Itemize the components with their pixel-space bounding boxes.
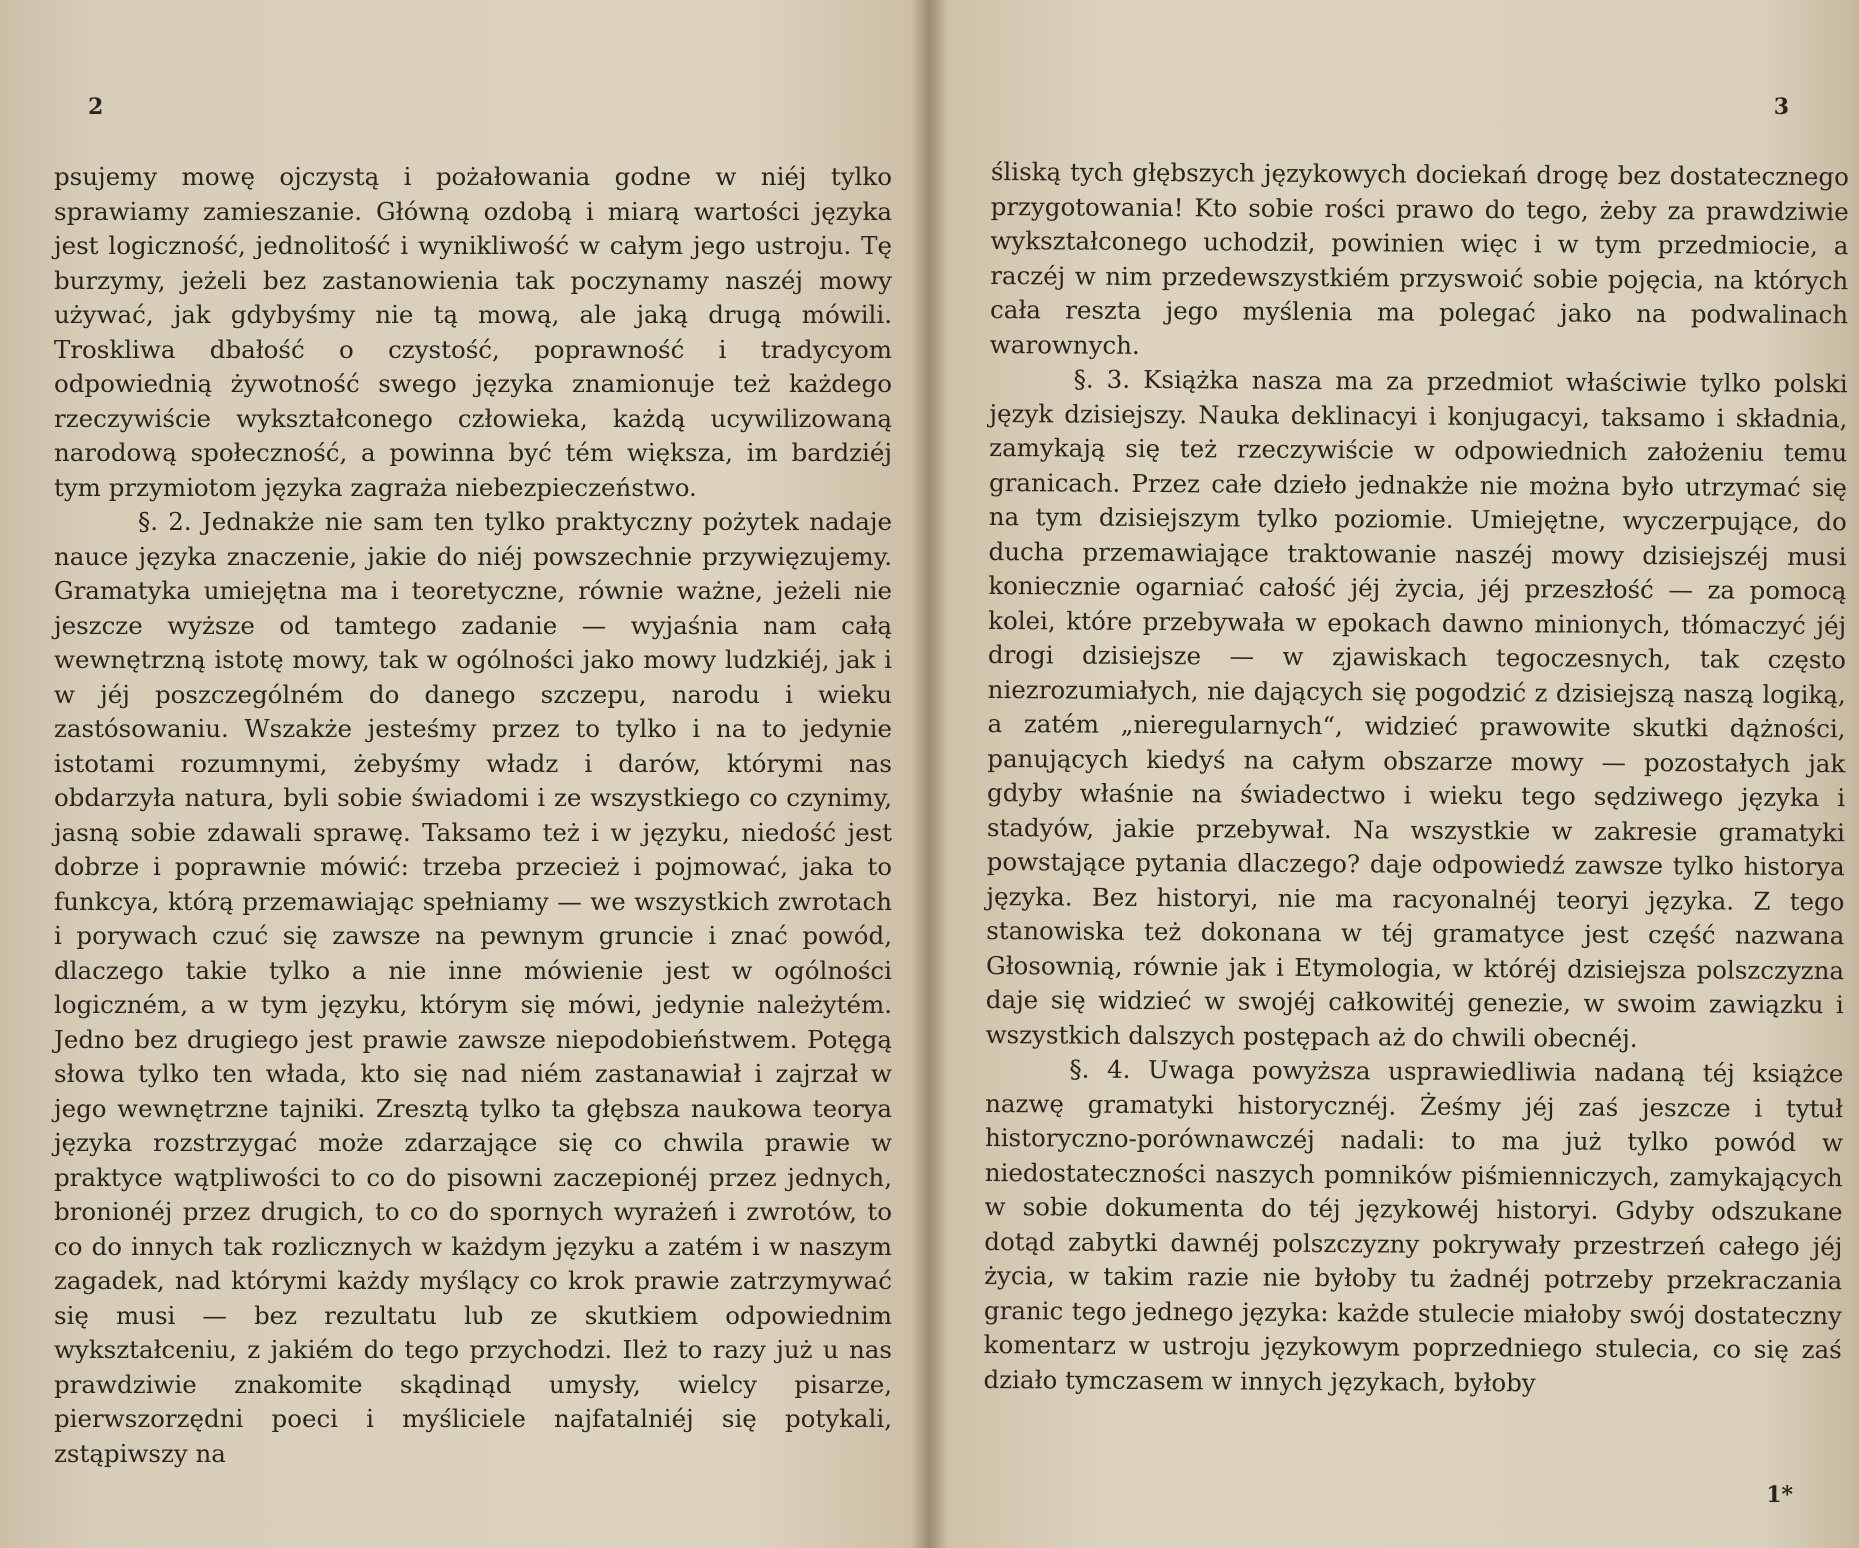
page-body (983, 155, 1849, 1402)
paragraph: §. 3. Książka nasza ma za przedmiot właściwie tylko polski język dzisiejszy. Nauka deklinacyi i konjugacyi, taksamo i składnia, zamykają się też rzeczywiście w odpowiednich założeniu temu granicach. Przez całe dzieło jednakże nie można było utrzymać się na tym dzisiejszym tylko poziomie. Umiejętne, wyczerpujące, do ducha przemawiające traktowanie naszéj mowy dzisiejszéj musi koniecznie ogarniać całość jéj życia, jéj przeszłość — za pomocą kolei, które przebywała w epokach dawno minionych, tłómaczyć jéj drogi dzisiejsze — w zjawiskach tegoczesnych, tak często niezrozumiałych, nie dających się pogodzić z dzisiejszą naszą logiką, a zatém „nieregularnych“, widzieć prawowite skutki dążności, panujących kiedyś na całym obszarze mowy — pozostałych jak gdyby właśnie na świadectwo i wieku tego sędziwego języka i stadyów, jakie przebywał. Na wszystkie w zakresie gramatyki powstające pytania dlaczego? daje odpowiedź zawsze tylko historya języka. Bez historyi, nie ma racyonalnéj teoryi języka. Z tego stanowiska też dokonana w téj gramatyce jest część nazwana Głosownią, równie jak i Etymologia, w któréj dzisiejsza polszczyzna daje się widzieć w swojéj całkowitéj genezie, w swoim zawiązku i wszystkich dalszych postępach aż do chwili obecnéj. (985, 364, 1848, 1053)
page-number: 2 (88, 94, 104, 120)
paragraph: psujemy mowę ojczystą i pożałowania godne w niéj tylko sprawiamy zamieszanie. Główną ozdobą i miarą wartości języka jest logiczność, jednolitość i wynikliwość w całym jego ustroju. Tę burzymy, jeżeli bez zastanowienia tak poczynamy naszéj mowy używać, jak gdybyśmy nie tą mową, ale jaką drugą mówili. Troskliwa dbałość o czystość, poprawność i tradycyom odpowiednią żywotność swego języka znamionuje też każdego rzeczywiście wykształconego człowieka, każdą ucywilizowaną narodową społeczność, a powinna być tém większa, im bardziéj tym przymiotom języka zagraża niebezpieczeństwo. (54, 162, 892, 502)
right-page (935, 0, 1859, 1548)
paragraph: śliską tych głębszych językowych dociekań drogę bez dostatecznego przygotowania! Kto sobie rości prawo do tego, żeby za prawdziwie wykształconego uchodził, powinien więc i w tym przedmiocie, a raczéj w nim przedewszystkiém przyswoić sobie pojęcia, na których cała reszta jego myślenia ma polegać jako na podwalinach warownych. (989, 156, 1849, 360)
page-body (54, 160, 892, 1471)
signature-mark: 1* (1766, 1482, 1793, 1508)
paragraph: §. 4. Uwaga powyższa usprawiedliwia nadaną téj książce nazwę gramatyki historycznéj. Żeśmy jéj zaś jeszcze i tytuł historyczno-porównawczéj nadali: to ma już tylko powód w niedostateczności naszych pomników piśmienniczych, zamykających w sobie dokumenta do téj językowéj historyi. Gdyby odszukane dotąd zabytki dawnéj polszczyzny pokrywały przestrzeń całego jéj życia, w takim razie nie byłoby tu żadnéj potrzeby przekraczania granic tego jednego języka: każde stulecie miałoby swój dostateczny komentarz w ustroju językowym poprzedniego stulecia, co się zaś działo tymczasem w innych językach, byłoby (983, 1054, 1844, 1397)
paragraph: §. 2. Jednakże nie sam ten tylko praktyczny pożytek nadaje nauce języka znaczenie, jakie do niéj powszechnie przywięzujemy. Gramatyka umiejętna ma i teoretyczne, równie ważne, jeżeli nie jeszcze wyższe od tamtego zadanie — wyjaśnia nam całą wewnętrzną istotę mowy, tak w ogólności jako mowy ludzkiéj, jak i w jéj poszczególném do danego szczepu, narodu i wieku zastósowaniu. Wszakże jesteśmy przez to tylko i na to jedynie istotami rozumnymi, żebyśmy władz i darów, którymi nas obdarzyła natura, byli sobie świadomi i ze wszystkiego co czynimy, jasną sobie zdawali sprawę. Taksamo też i w języku, niedość jest dobrze i poprawnie mówić: trzeba przecież i pojmować, jaka to funkcya, którą przemawiając spełniamy — we wszystkich zwrotach i porywach czuć się zawsze na pewnym gruncie i znać powód, dlaczego takie tylko a nie inne mówienie jest w ogólności logiczném, a w tym języku, którym się mówi, jedynie należytém. Jedno bez drugiego jest prawie zawsze niepodobieństwem. Potęgą słowa tylko ten włada, kto się nad niém zastanawiał i zajrzał w jego wewnętrzne tajniki. Zresztą tylko ta głębsza naukowa teorya języka rozstrzygać może zdarzające się co chwila prawie w praktyce wątpliwości to co do pisowni zaczepionéj przez jednych, bronionéj przez drugich, to co do spornych wyrażeń i zwrotów, to co do innych tak rozlicznych w każdym języku a zatém i w naszym zagadek, nad którymi każdy myślący co krok prawie zatrzymywać się musi — bez rezultatu lub ze skutkiem odpowiednim wykształceniu, z jakiém do tego przychodzi. Ileż to razy już u nas prawdziwie znakomite skądinąd umysły, wielcy pisarze, pierwszorzędni poeci i myśliciele najfatalniéj się potykali, zstąpiwszy na (54, 507, 892, 1468)
page-number: 3 (1773, 94, 1789, 120)
